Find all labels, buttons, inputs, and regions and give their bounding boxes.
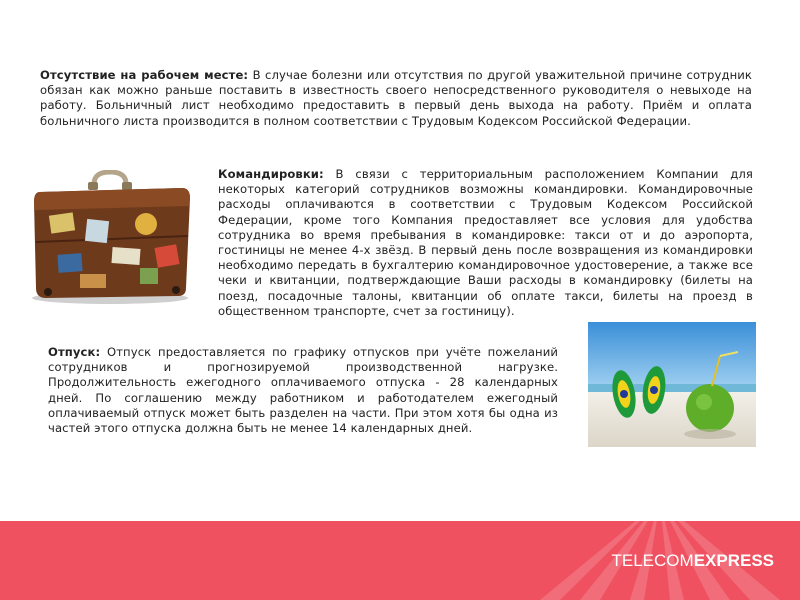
- footer-band: [0, 521, 800, 600]
- business-trips-body: В связи с территориальным расположением Компании для некоторых категорий сотрудников возможны командировки. Командировочные расходы оплачиваются в соответствии с Трудовым Кодексом Российской Федерации, кроме того Компания предоставляет все условия для удобства сотрудника во время пребывания в командировке: такси от и до аэропорта, гостиницы не менее 4-х звёзд. В первый день после возвращения из командировки необходимо передать в бухгалтерию командировочное удостоверение, а также все чеки и квитанции, подтверждающие Ваши расходы в командировку (билеты на поезд, посадочные талоны, квитанции об оплате такси, билеты на проезд в общественном транспорте, счет за гостиницу).: [218, 167, 753, 318]
- business-trips-heading: Командировки:: [218, 167, 324, 181]
- business-trips-paragraph: [218, 167, 753, 319]
- logo-part-express: EXPRESS: [693, 551, 774, 570]
- absence-heading: Отсутствие на рабочем месте:: [40, 68, 249, 82]
- vacation-paragraph: [48, 345, 558, 436]
- vacation-heading: Отпуск:: [48, 345, 101, 359]
- absence-paragraph: [40, 68, 752, 129]
- vacation-body: Отпуск предоставляется по графику отпусков при учёте пожеланий сотрудников и прогнозируемой производственной нагрузке. Продолжительность ежегодного оплачиваемого отпуска - 28 календарных дней. По соглашению между работником и работодателем ежегодный оплачиваемый отпуск может быть разделен на части. При этом хотя бы одна из частей этого отпуска должна быть не менее 14 календарных дней.: [48, 345, 558, 436]
- logo-part-telecom: TELECOM: [611, 551, 694, 570]
- telecom-express-logo: [612, 551, 775, 571]
- suitcase-image: [28, 170, 193, 305]
- beach-image: [588, 322, 756, 447]
- absence-body: В случае болезни или отсутствия по другой уважительной причине сотрудник обязан как можно раньше поставить в известность своего непосредственного руководителя о невыходе на работу. Больничный лист необходимо предоставить в первый день выхода на работу. Приём и оплата больничного листа производится в полном соответствии с Трудовым Кодексом Российской Федерации.: [40, 68, 752, 128]
